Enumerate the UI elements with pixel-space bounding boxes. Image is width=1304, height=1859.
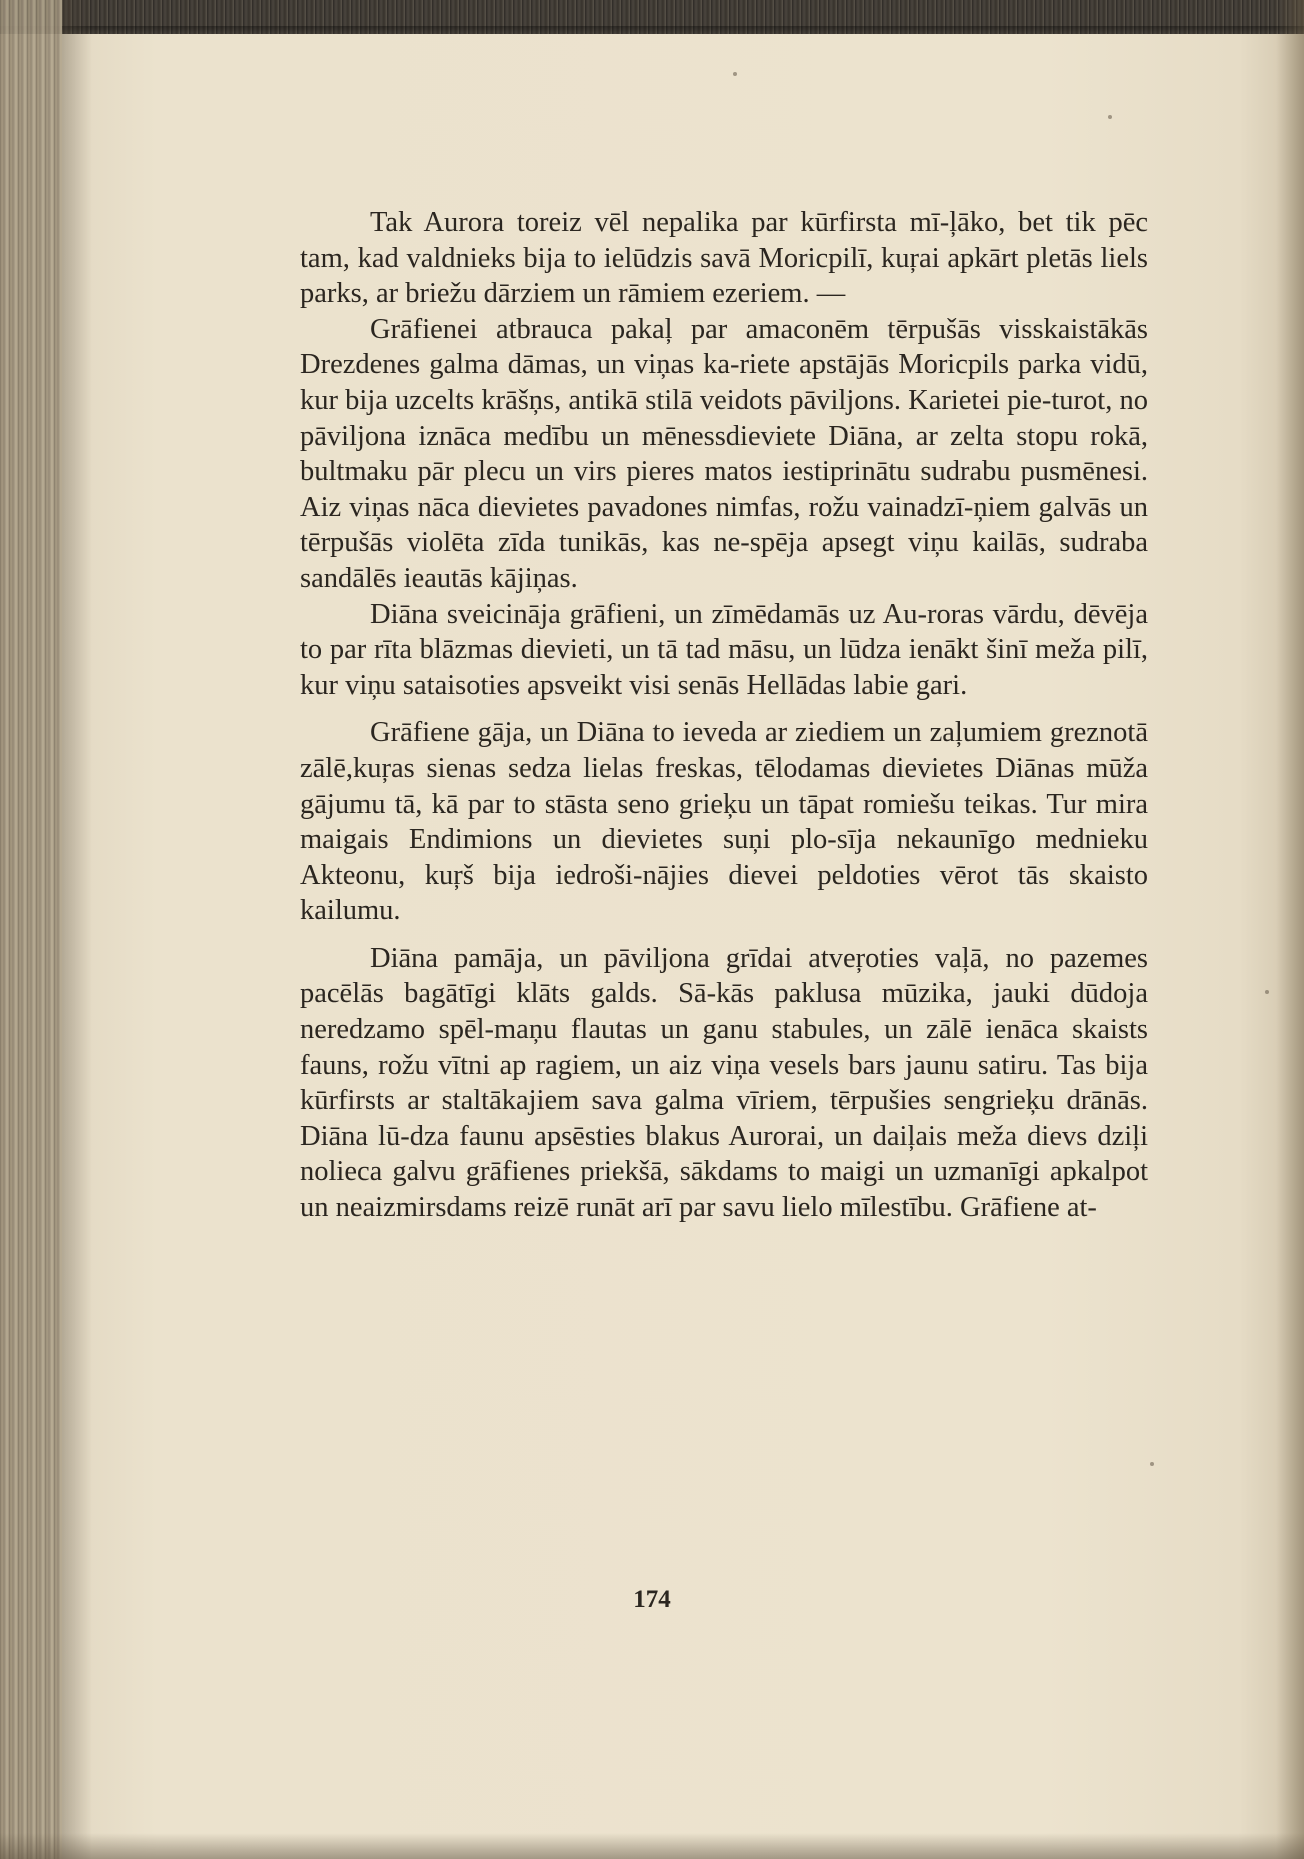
- paper-speck: [733, 72, 737, 76]
- paragraph: Tak Aurora toreiz vēl nepalika par kūrfirsta mī-ļāko, bet tik pēc tam, kad valdnieks bija to ielūdzis savā Moricpilī, kuŗai apkārt pletās liels parks, ar briežu dārziem un rāmiem ezeriem. —: [300, 207, 1148, 310]
- book-top-edge: [0, 0, 1304, 34]
- page-right-edge: [1276, 0, 1304, 1859]
- paragraph: Diāna pamāja, un pāviljona grīdai atveŗoties vaļā, no pazemes pacēlās bagātīgi klāts galds. Sā-kās paklusa mūzika, jauki dūdoja neredzamo spēl-maņu flautas un ganu stabules, un zālē ienāca skaists fauns, rožu vītni ap ragiem, un aiz viņa vesels bars jaunu satiru. Tas bija kūrfirsts ar staltākajiem sava galma vīriem, tērpušies sengrieķu drānās. Diāna lū-dza faunu apsēsties blakus Aurorai, un daiļais meža dievs dziļi nolieca galvu grāfienes priekšā, sākdams to maigi un uzmanīgi apkalpot un neaizmirsdams reizē runāt arī par savu lielo mīlestību. Grāfiene at-: [300, 942, 1148, 1224]
- paragraph: Grāfienei atbrauca pakaļ par amaconēm tērpušās visskaistākās Drezdenes galma dāmas, un viņas ka-riete apstājās Moricpils parka vidū, kur bija uzcelts krāšņs, antikā stilā veidots pāviljons. Karietei pie-turot, no pāviljona iznāca medību un mēnessdieviete Diāna, ar zelta stopu rokā, bultmaku pār plecu un virs pieres matos iestiprinātu sudrabu pusmēnesi. Aiz viņas nāca dievietes pavadones nimfas, rožu vainadzī-ņiem galvās un tērpušās violēta zīda tunikās, kas ne-spēja apsegt viņu kailās, sudraba sandālēs ieautās kājiņas.: [300, 313, 1148, 594]
- paper-speck: [1265, 990, 1269, 994]
- paragraph: Grāfiene gāja, un Diāna to ieveda ar ziediem un zaļumiem greznotā zālē,kuŗas sienas sedza lielas freskas, tēlodamas dievietes Diānas mūža gājumu tā, kā par to stāsta seno grieķu un tāpat romiešu teikas. Tur mira maigais Endimions un dievietes suņi plo-sīja nekaunīgo mednieku Akteonu, kuŗš bija iedroši-nājies dievei peldoties vērot tās skaisto kailumu.: [300, 717, 1148, 927]
- paragraph: Diāna sveicināja grāfieni, un zīmēdamās uz Au-roras vārdu, dēvēja to par rīta blāzmas dievieti, un tā tad māsu, un lūdza ienākt šinī meža pilī, kur viņu sataisoties apsveikt visi senās Hellādas labie gari.: [300, 598, 1148, 701]
- book-spine-gutter: [0, 0, 62, 1859]
- paper-speck: [1108, 115, 1112, 119]
- page-number: 174: [633, 1586, 671, 1613]
- paper-speck: [1150, 1462, 1154, 1466]
- body-text: [300, 205, 1148, 1226]
- page-bottom-edge: [0, 1833, 1304, 1859]
